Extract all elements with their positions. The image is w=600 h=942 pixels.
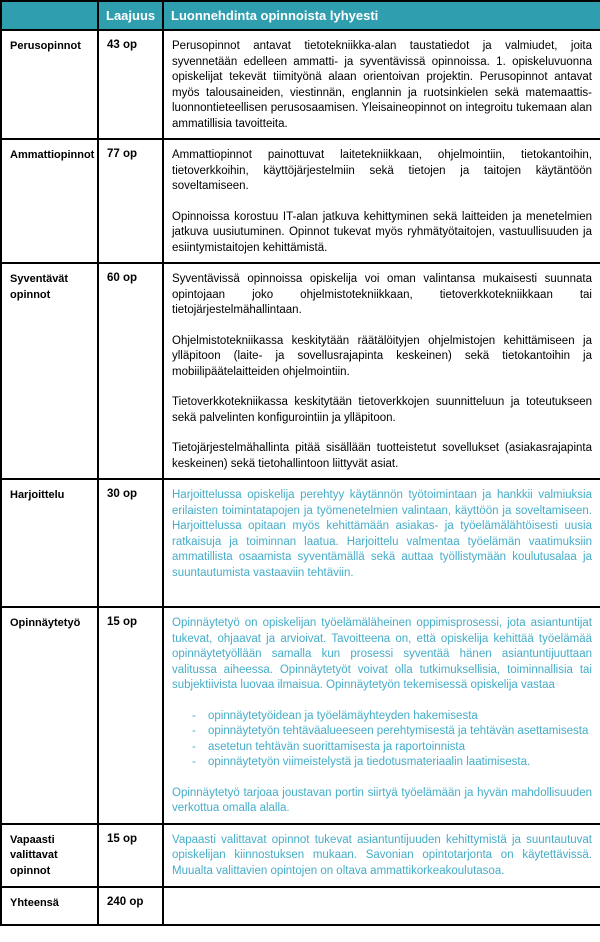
row-description: [163, 263, 600, 479]
row-label: Harjoittelu: [1, 479, 98, 607]
row-extent: 30 op: [98, 479, 163, 607]
row-extent: 15 op: [98, 824, 163, 888]
row-extent: 60 op: [98, 263, 163, 479]
row-description: [163, 824, 600, 888]
row-label: Syventävät opinnot: [1, 263, 98, 479]
row-extent: 77 op: [98, 139, 163, 263]
table-row: [1, 887, 600, 925]
bullet-dash-icon: -: [192, 709, 196, 722]
description-paragraph: Perusopinnot antavat tietotekniikka-alan taustatiedot ja valmiudet, joita syvennetään edelleen ammatti- ja syventävissä opinnoissa. 1. opiskeluvuonna opiskelijat tekevät tiimityönä alaan orientoivan projektin. Perusopinnot antavat myös talousaineiden, viestinnän, englannin ja ruotsinkielen sekä matemaattis-luonnontieteellisen perusosaamisen. Yleisaineopinnot on integroitu tukemaan alan ammatillisia tavoitteita.: [172, 40, 592, 130]
header-cell-empty: [1, 1, 98, 30]
description-paragraph: Ohjelmistotekniikassa keskitytään räätälöityjen ohjelmistojen kehittämiseen ja ylläpitoon (laite- ja sovellusrajapinta keskeinen) sekä tietokantoihin ja mobiilipäätelaitteiden ohjelmointiin.: [172, 334, 592, 378]
header-cell-luonnehdinta: Luonnehdinta opinnoista lyhyesti: [163, 1, 600, 30]
header-row: [1, 1, 600, 30]
description-paragraph: Harjoittelussa opiskelija perehtyy käytännön työtoimintaan ja hankkii valmiuksia erilaisten toimintatapojen ja työmenetelmien valintaan, käyttöön ja soveltamiseen. Harjoittelussa opitaan myös kehittämään asiakas- ja työelämälähtöisesti uusia ratkaisuja ja toiminnan laatua. Harjoittelu valmentaa työelämän vaatimuksiin ammatillista osaamista syventämällä sekä auttaa työllistymään koulutusalaa ja suuntautumista vastaaviin tehtäviin.: [172, 489, 592, 579]
bullet-dash-icon: -: [192, 725, 196, 737]
bullet-item: [192, 724, 592, 740]
description-paragraph: Opinnäytetyö tarjoaa joustavan portin siirtyä työelämään ja hyvän mahdollisuuden verkottua omalla alalla.: [172, 786, 592, 814]
bullet-list: [172, 709, 592, 771]
description-paragraph: Ammattiopinnot painottuvat laitetekniikkaan, ohjelmointiin, tietokantoihin, tietoverkkoihin, käyttöjärjestelmiin sekä tietojen ja taitojen käytäntöön soveltamiseen.: [172, 149, 592, 192]
bullet-dash-icon: -: [192, 740, 196, 753]
row-label: Vapaasti valittavat opinnot: [1, 824, 98, 888]
row-label: Ammattiopinnot: [1, 139, 98, 263]
description-paragraph: Tietoverkkotekniikassa keskitytään tietoverkkojen suunnitteluun ja toteutukseen sekä palvelinten konfigurointiin ja ylläpitoon.: [172, 396, 592, 424]
row-label: Perusopinnot: [1, 30, 98, 139]
bullet-item: [192, 755, 592, 771]
row-description: [163, 479, 600, 607]
row-extent: 43 op: [98, 30, 163, 139]
bullet-item-text: opinnäytetyöidean ja työelämäyhteyden hakemisesta: [208, 709, 478, 722]
table-row: [1, 139, 600, 263]
row-description: [163, 607, 600, 824]
row-extent: 15 op: [98, 607, 163, 824]
table-row: [1, 30, 600, 139]
description-paragraph: Syventävissä opinnoissa opiskelija voi oman valintansa mukaisesti suunnata opintojaan joko ohjelmistotekniikkaan, tietoverkkotekniikkaan tai tietojärjestelmähallintaan.: [172, 273, 592, 316]
row-description: [163, 30, 600, 139]
bullet-item-text: asetetun tehtävän suorittamisesta ja raportoinnista: [208, 740, 465, 753]
table-row: [1, 479, 600, 607]
bullet-item: [192, 740, 592, 756]
table-row: [1, 263, 600, 479]
header-cell-laajuus: Laajuus: [98, 1, 163, 30]
table-row: [1, 824, 600, 888]
bullet-item-text: opinnäytetyön tehtäväalueeseen perehtymisestä ja tehtävän asettamisesta: [208, 725, 589, 737]
description-paragraph: Tietojärjestelmähallinta pitää sisällään tuotteistetut sovellukset (asiakasrajapinta keskeinen) sekä tietohallintoon liittyvät asiat.: [172, 442, 592, 470]
row-label: Yhteensä: [1, 887, 98, 925]
bullet-item: [192, 709, 592, 725]
description-paragraph: Vapaasti valittavat opinnot tukevat asiantuntijuuden kehittymistä ja suuntautuvat opiskelijan kiinnostuksen mukaan. Savonian opintotarjonta on käytettävissä. Muualta valittavien opintojen on oltava ammattikorkeakoulutasoa.: [172, 833, 592, 877]
row-description: [163, 139, 600, 263]
description-paragraph: Opinnäytetyö on opiskelijan työelämäläheinen oppimisprosessi, jota asiantuntijat tukevat, ohjaavat ja arvioivat. Tavoitteena on, että opiskelija kehittää työelämää opinnäytetyöllään samalla kun prosessi syventää hänen asiantuntijuuttaan valitussa aiheessa. Opinnäytetyöt voivat olla tutkimuksellisia, toiminnallisia tai subjektiivista luovaa ilmaisua. Opinnäytetyön tekemisessä opiskelija vastaa: [172, 617, 592, 691]
row-description: [163, 887, 600, 925]
description-paragraph: Opinnoissa korostuu IT-alan jatkuva kehittyminen sekä laitteiden ja menetelmien jatkuva uusiutuminen. Opinnot tukevat myös ryhmätyötaitojen, vastuullisuuden ja esiintymistaitojen kehittämistä.: [172, 210, 592, 254]
bullet-dash-icon: -: [192, 756, 196, 768]
row-label: Opinnäytetyö: [1, 607, 98, 824]
bullet-item-text: opinnäytetyön viimeistelystä ja tiedotusmateriaalin laatimisesta.: [208, 756, 531, 768]
table-row: [1, 607, 600, 824]
row-extent: 240 op: [98, 887, 163, 925]
